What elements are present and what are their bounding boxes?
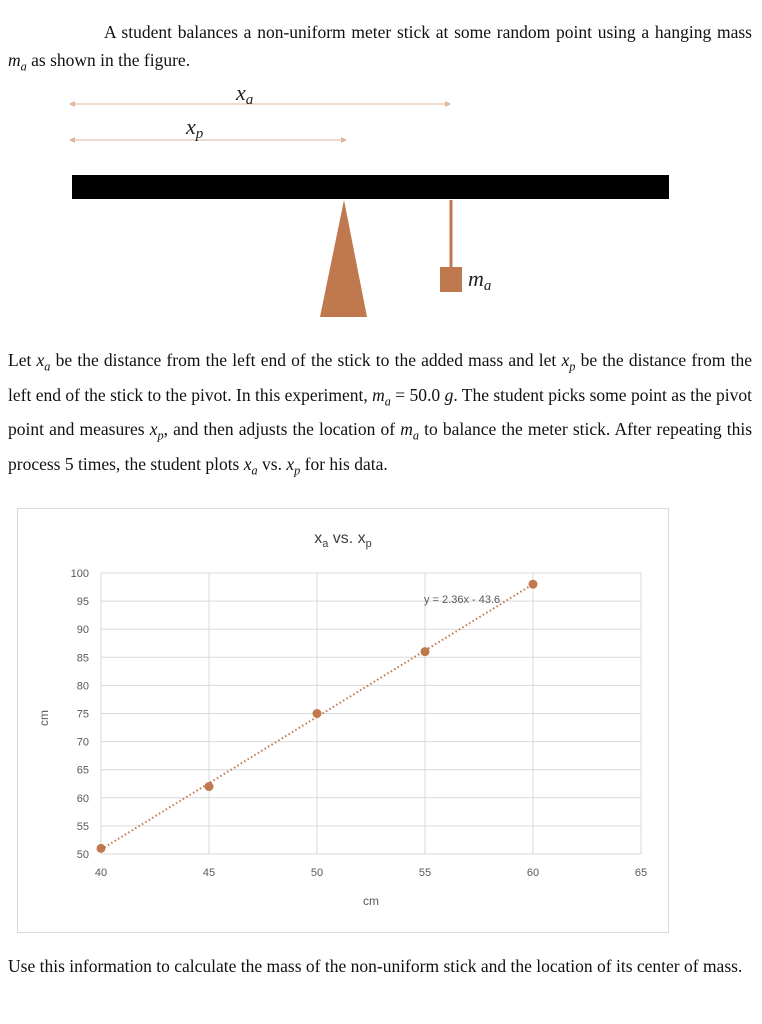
data-point [313, 709, 322, 718]
var-xa: $x_a$ [36, 350, 51, 374]
var-xp: $x_p$ [149, 419, 164, 443]
y-tick-label: 65 [76, 764, 89, 777]
x-tick-label: 65 [634, 867, 648, 879]
var-ma: $m_a$ [372, 384, 391, 408]
x-tick-label: 60 [526, 867, 540, 879]
data-point [97, 844, 106, 853]
x-tick-label: 40 [94, 867, 108, 879]
y-tick-label: 50 [76, 849, 89, 861]
trendline-equation: y = 2.36x - 43.6 [424, 594, 501, 606]
question-paragraph: Use this information to calculate the mass of the non-uniform stick and the location of its center of mass. [8, 956, 743, 976]
y-tick-label: 80 [76, 680, 89, 693]
data-point [529, 580, 538, 589]
y-tick-label: 55 [76, 820, 89, 833]
xa-label: xa [236, 80, 254, 108]
chart-title: $x_a$ vs. $x_p$ [314, 530, 372, 550]
y-axis-label: cm [37, 710, 51, 726]
y-tick-label: 60 [76, 792, 89, 805]
y-tick-label: 75 [76, 708, 89, 721]
y-tick-label: 90 [76, 624, 89, 637]
var-xp: $x_p$ [286, 453, 301, 477]
intro-paragraph: A student balances a non-uniform meter stick at some random point using a hanging mass $m_a$ as shown in the figure. [8, 22, 752, 74]
x-tick-label: 45 [202, 867, 216, 879]
xp-label: xp [186, 114, 204, 142]
hanging-mass [440, 267, 462, 292]
setup-paragraph: Let $x_a$ be the distance from the left end of the stick to the added mass and let $x_p$ be the distance from the left end of the stick to the pivot. In this experiment, $m_a = 50.0$ g. The student picks some point as the pivot point and measures $x_p$, and then adjusts the location of $m_a$ to balance the meter stick. After repeating this process 5 times, the student plots $x_a$ vs. $x_p$ for his data. [8, 350, 753, 477]
var-ma: $m_a$ [8, 50, 27, 74]
ma-label: ma [468, 266, 492, 294]
y-tick-label: 70 [76, 736, 89, 749]
data-point [205, 782, 214, 791]
x-tick-label: 55 [418, 867, 432, 879]
x-tick-label: 50 [310, 867, 324, 879]
pivot-triangle [320, 200, 367, 317]
xa-vs-xp-chart [17, 508, 669, 933]
var-xp: $x_p$ [561, 350, 576, 374]
x-axis-label: cm [363, 894, 379, 908]
y-tick-label: 100 [70, 568, 89, 580]
var-ma: $m_a$ [400, 419, 419, 443]
balance-figure [0, 78, 762, 328]
var-xa: $x_a$ [243, 453, 258, 477]
data-point [421, 647, 430, 656]
meter-stick [72, 175, 669, 199]
y-tick-label: 95 [76, 596, 89, 609]
y-tick-label: 85 [76, 652, 89, 665]
